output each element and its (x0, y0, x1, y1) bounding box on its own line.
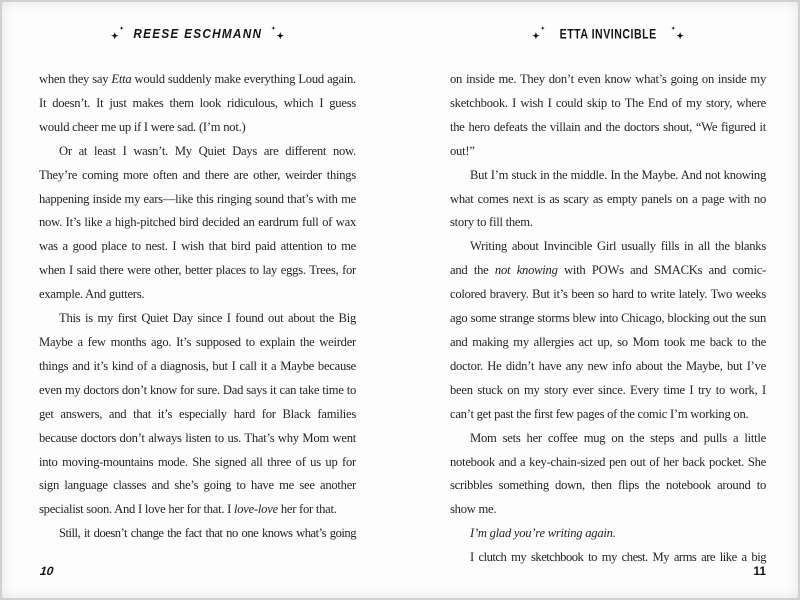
italic-text: I’m glad you’re writing again. (470, 526, 616, 541)
body-text: her for that. (277, 502, 337, 517)
paragraph (39, 522, 356, 546)
body-text: This is my first Quiet Day since I found out about the Big Maybe a few months ago. It’s supposed to explain the weirder things and it’s kind of a diagnosis, but I call it a Maybe because even my doctors don’t know for sure. Dad says it can take time to get answers, and that it’s especially hard for Black families because doctors don’t always listen to us. That’s why Mom went into moving-mountains mode. She signed all three of us up for sign language classes and she’s going to have me see another specialist soon. And I love her for that. I (39, 311, 356, 517)
italic-text: not knowing (494, 263, 558, 278)
page-text-left (39, 68, 356, 546)
sparkle-icon: ✦ ✦ (671, 25, 684, 41)
body-text: But I’m stuck in the middle. In the Maybe. And not knowing what comes next is as scary as empty panels on a page with no story to fill them. (450, 167, 766, 230)
sparkle-icon: ✦ ✦ (532, 25, 545, 41)
body-text: Or at least I wasn’t. My Quiet Days are different now. They’re coming more often and there are other, weirder things happening inside my ears—like this ringing sound that’s with me now. It’s like a high-pitched bird decided an eardrum full of wax was a good place to nest. I wish that bird paid attention to me when I said there were other, better places to lay eggs. Trees, for example. And gutters. (39, 143, 356, 302)
running-header-author (39, 25, 356, 43)
body-text: I clutch my sketchbook to my chest. My arms are like a big (470, 550, 766, 565)
paragraph (450, 427, 766, 523)
body-text: on inside me. They don’t even know what’s going on inside my sketchbook. I wish I could skip to The End of my story, where the hero defeats the villain and the doctors shout, “We figured it out!” (450, 72, 766, 158)
paragraph (39, 307, 356, 522)
body-text: Writing about Invincible Girl usually fills in all the blanks and the (450, 239, 766, 278)
paragraph (450, 164, 766, 236)
body-text: with POWs and SMACKs and comic-colored bravery. But it’s been so hard to write lately. Two weeks ago some strange storms blew into Chicago, blocking out the sun and making my allergies act up, so Mom took me back to the doctor. He didn’t have any new info about the Maybe, but I’ve been stuck on my story ever since. Every time I try to work, I can’t get past the first few pages of the comic I’m working on. (450, 263, 766, 421)
page-number-left: 10 (39, 564, 55, 578)
paragraph (450, 235, 766, 426)
paragraph (450, 68, 766, 164)
body-text: Still, it doesn’t change the fact that no one knows what’s going (59, 526, 356, 541)
paragraph (450, 522, 766, 546)
paragraph (39, 140, 356, 307)
italic-text: Etta (111, 72, 132, 86)
body-text: Mom sets her coffee mug on the steps and pulls a little notebook and a key-chain-sized pen out of her back pocket. She scribbles something down, then flips the notebook around to show me. (450, 430, 766, 517)
sparkle-icon: ✦ ✦ (110, 25, 124, 41)
body-text: when they say (39, 72, 112, 86)
page-text-right (450, 68, 766, 570)
author-name: REESE ESCHMANN (133, 26, 262, 42)
paragraph (39, 68, 356, 140)
sparkle-icon: ✦ ✦ (271, 25, 285, 41)
running-header-title (450, 25, 766, 43)
italic-text: love-love (234, 502, 278, 517)
body-text: would suddenly make everything Loud again. It doesn’t. It just makes them look ridiculous, which I guess would cheer me up if I were sad. (I’m not.) (39, 72, 356, 134)
book-title: ETTA INVINCIBLE (559, 25, 657, 43)
page-number-right: 11 (753, 564, 766, 578)
